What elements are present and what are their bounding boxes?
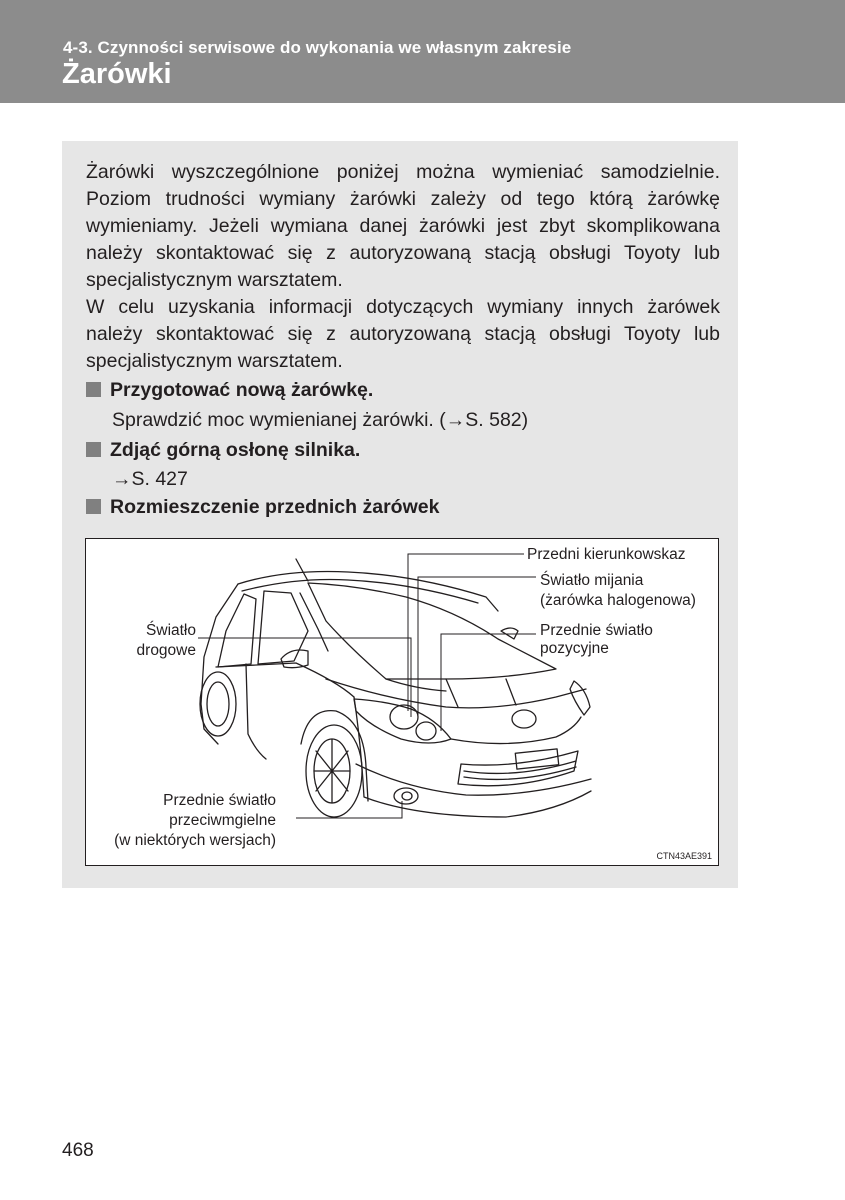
figure-code: CTN43AE391 xyxy=(656,851,712,861)
label-position-light: Przednie światło xyxy=(540,622,653,639)
item-heading-prepare-bulb: Przygotować nową żarówkę. xyxy=(86,377,373,403)
page-number: 468 xyxy=(62,1140,94,1161)
square-bullet-icon xyxy=(86,382,101,397)
intro-paragraph-2: W celu uzyskania informacji dotyczących wymiany innych żarówek należy skontaktować się z autoryzowaną stacją obsługi Toyoty lub specjalistycznym warsztatem. xyxy=(86,296,720,372)
intro-paragraph-1: Żarówki wyszczególnione poniżej można wymieniać samodzielnie. Poziom trudności wymiany żarówki zależy od tego którą żarówkę wymieniamy. Jeżeli wymiana danej żarówki jest zbyt skomplikowana należy skontaktować się z autoryzowaną stacją obsługi Toyoty lub specjalistycznym warsztatem. xyxy=(86,161,720,291)
label-fog-light-2: przeciwmgielne xyxy=(169,812,276,829)
page-title: Żarówki xyxy=(62,58,172,90)
section-header xyxy=(0,0,845,103)
item-body-page-ref: →S. 427 xyxy=(112,468,188,490)
label-low-beam-halogen: (żarówka halogenowa) xyxy=(540,592,696,609)
square-bullet-icon xyxy=(86,442,101,457)
label-fog-light: Przednie światło xyxy=(163,792,276,809)
label-turn-signal: Przedni kierunkowskaz xyxy=(527,546,686,563)
label-high-beam: Światło xyxy=(146,622,196,639)
label-low-beam: Światło mijania xyxy=(540,572,644,589)
square-bullet-icon xyxy=(86,499,101,514)
item-body-check-wattage: Sprawdzić moc wymienianej żarówki. (→S. 582) xyxy=(112,409,529,431)
item-heading-remove-cover: Zdjąć górną osłonę silnika. xyxy=(86,437,360,463)
content-panel xyxy=(62,141,738,888)
section-breadcrumb: 4-3. Czynności serwisowe do wykonania we własnym zakresie xyxy=(63,38,572,57)
label-position-light-2: pozycyjne xyxy=(540,640,609,657)
item-heading-bulb-locations: Rozmieszczenie przednich żarówek xyxy=(86,494,439,520)
front-bulbs-figure xyxy=(85,538,719,866)
label-fog-light-3: (w niektórych wersjach) xyxy=(114,832,276,849)
label-high-beam-2: drogowe xyxy=(136,642,196,659)
